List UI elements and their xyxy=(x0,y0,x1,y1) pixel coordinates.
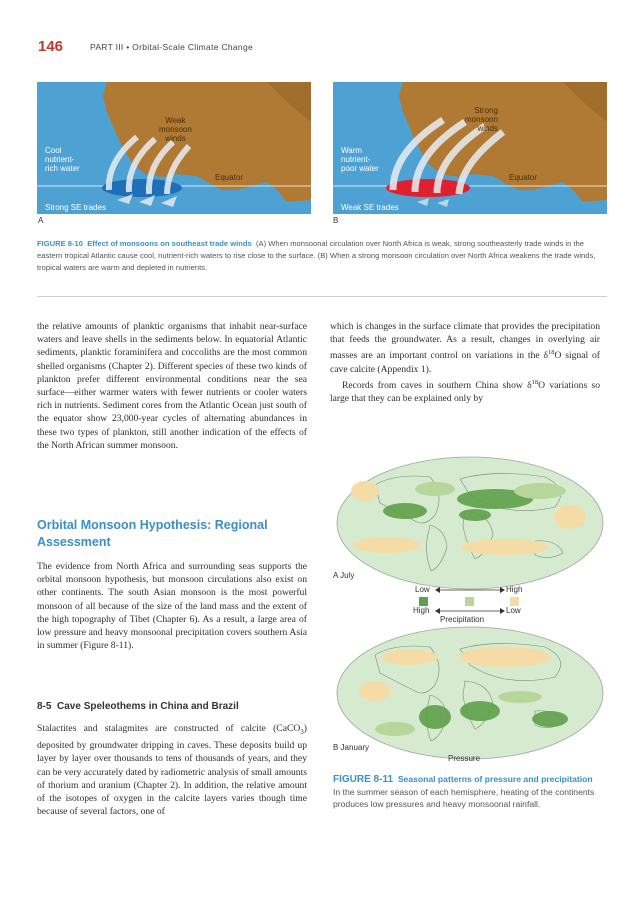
running-head: PART III • Orbital-Scale Climate Change xyxy=(90,42,254,52)
panel-b-equator-label: Equator xyxy=(509,173,538,182)
panel-a-winds-label: Weak monsoon winds xyxy=(159,116,192,143)
legend-high-bottom: High xyxy=(413,606,430,615)
subscript: 3 xyxy=(300,727,304,736)
legend-swatch-mid xyxy=(465,597,474,606)
january-globe-map xyxy=(335,625,605,761)
text-run: Stalactites and stalagmites are constructed of calcite (CaCO xyxy=(37,723,301,734)
panel-b-water-label: Warm nutrient- poor water xyxy=(341,146,379,173)
legend-high-top: High xyxy=(506,585,523,594)
subsection-heading xyxy=(37,701,307,712)
figure-8-11-label: FIGURE 8-11 xyxy=(333,774,394,785)
legend-arrow-bottom xyxy=(435,607,505,615)
superscript: 18 xyxy=(531,379,539,386)
text-run: which is changes in the surface climate that provides the precipitation that feeds the groundwater. As a result, changes in overlying air masses are an important control on variations in the δ xyxy=(330,321,600,362)
figure-8-10-title: Effect of monsoons on southeast trade winds xyxy=(87,239,252,248)
legend-low-top: Low xyxy=(415,585,430,594)
figure-8-11-title: Seasonal patterns of pressure and precipitation xyxy=(397,774,593,784)
paragraph: the relative amounts of planktic organisms that inhabit near-surface waters and leave shells in the sediments below. In equatorial Atlantic sediments, planktic foraminifera and coccoliths are the most common shelled organisms (Chapter 2). Different species of these two kinds of plankton prefer different environmental conditions near the sea surface—either warmer waters with fewer nutrients or cooler waters rich in nutrients. Sediment cores from the Atlantic Ocean just south of the equator show 23,000-year cycles of alternating abundances in these two types of plankton, still another indication of the effects of the North African summer monsoon. xyxy=(37,321,307,451)
subsection-title: Cave Speleothems in China and Brazil xyxy=(57,701,239,712)
legend-precipitation: Precipitation xyxy=(440,615,485,624)
figure-8-10-panel-b xyxy=(333,82,607,214)
panel-b-letter: B xyxy=(333,216,339,225)
paragraph xyxy=(330,376,600,406)
text-run: Records from caves in southern China show δ xyxy=(342,380,532,392)
panel-a-trades-label: Strong SE trades xyxy=(45,203,106,212)
text-run: O signal of cave calcite (Appendix 1). xyxy=(330,350,600,375)
july-globe-map xyxy=(335,455,605,591)
trade-wind-arrows xyxy=(417,198,449,207)
panel-a-letter: A xyxy=(38,216,44,225)
section-heading: Orbital Monsoon Hypothesis: Regional Assessment xyxy=(37,518,268,549)
caption-divider xyxy=(37,296,607,297)
panel-a-equator-label: Equator xyxy=(215,173,244,182)
text-run: O variations so large that they can be explained only by xyxy=(330,380,600,405)
january-label: B January xyxy=(333,743,370,752)
legend-low-bottom: Low xyxy=(506,606,521,615)
body-column-2 xyxy=(330,320,600,406)
figure-8-10-caption-text: (A) When monsoonal circulation over North Africa is weak, strong southeasterly trade winds in the eastern tropical Atlantic cause cool, nutrient-rich waters to rise close to the surface. (B) When a strong monsoon circulation over North Africa weakens the trade winds, tropical waters are warm and depleted in nutrients. xyxy=(37,239,596,272)
july-label: A July xyxy=(333,571,355,580)
subsection-number: 8-5 xyxy=(37,701,52,712)
figure-8-10-panel-a xyxy=(37,82,311,214)
body-column-1-bottom xyxy=(37,722,307,818)
panel-b-trades-label: Weak SE trades xyxy=(341,203,399,212)
superscript: 18 xyxy=(548,349,555,357)
panel-a-water-label: Cool nutrient- rich water xyxy=(45,146,80,173)
text-run: ) deposited by groundwater dripping in caves. These deposits build up layer by layer over thousands to tens of thousands of years, and they can be very accurately dated by radiometric analysis of small amounts of thorium and uranium (Chapter 2). In addition, the relative amount of the isotopes of oxygen in the calcite layers varies though time because of several factors, one of xyxy=(37,723,307,818)
paragraph xyxy=(37,722,307,818)
figure-8-11-caption-text: In the summer season of each hemisphere, heating of the continents produces low pressures and heavy monsoonal rainfall. xyxy=(333,787,595,809)
page-number: 146 xyxy=(38,38,64,55)
figure-8-11-caption xyxy=(333,773,603,810)
body-column-1-mid xyxy=(37,560,307,652)
legend-arrow-top xyxy=(435,586,505,594)
legend-pressure: Pressure xyxy=(448,754,481,763)
legend-swatch-dry xyxy=(510,597,519,606)
paragraph xyxy=(330,320,600,376)
paragraph: The evidence from North Africa and surrounding seas supports the orbital monsoon hypothesis, but monsoon circulations also exist on other continents. The south Asian monsoon is the most powerful monsoon of all because of the size of the land mass and the extent of the high topography of Tibet (Chapter 6). As a result, a large area of low pressure and heavy monsoonal precipitation covers southern Asia in summer (Figure 8-11). xyxy=(37,561,307,652)
body-column-1-top xyxy=(37,320,307,452)
figure-8-10-caption xyxy=(37,238,607,274)
figure-8-10-label: FIGURE 8-10 xyxy=(37,239,83,248)
panel-b-winds-label: Strong monsoon winds xyxy=(465,106,498,133)
legend-swatch-wet xyxy=(419,597,428,606)
